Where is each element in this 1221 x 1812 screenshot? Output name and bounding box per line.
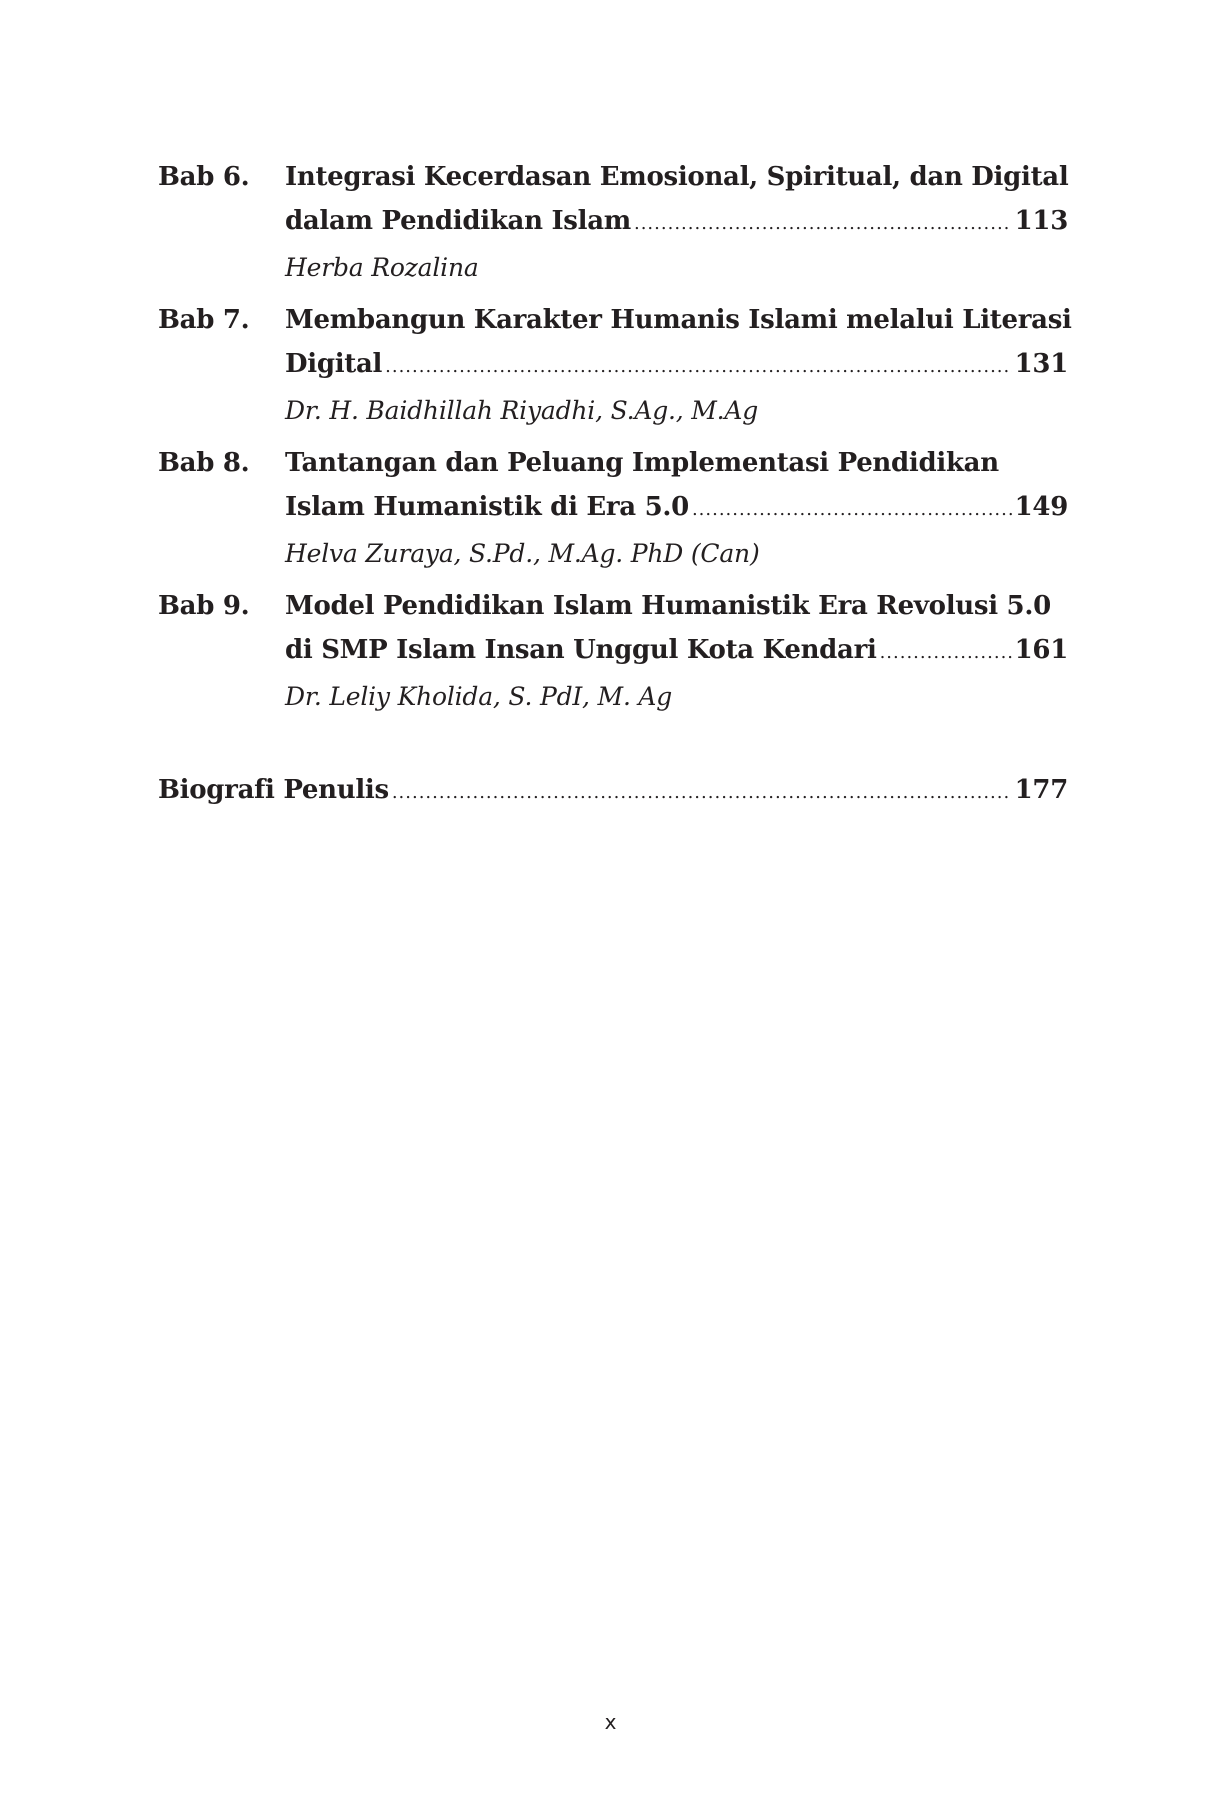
entry-body xyxy=(285,584,1068,719)
chapter-number: Bab 7. xyxy=(158,305,250,335)
toc-entry-bab-7[interactable] xyxy=(158,298,1072,433)
back-matter-title: Biografi Penulis xyxy=(158,775,389,805)
chapter-title-leader-line xyxy=(285,342,1068,389)
chapter-title-line-2: dalam Pendidikan Islam xyxy=(285,206,631,236)
chapter-author: Dr. Leliy Kholida, S. PdI, M. Ag xyxy=(285,682,673,711)
chapter-title-leader-line xyxy=(285,485,1068,532)
chapter-author: Helva Zuraya, S.Pd., M.Ag. PhD (Can) xyxy=(285,539,760,568)
entry-body xyxy=(285,298,1072,433)
page-number: 149 xyxy=(1014,492,1068,522)
entry-body xyxy=(285,441,1068,576)
chapter-title-line-2: Digital xyxy=(285,349,383,379)
page-number: 131 xyxy=(1014,349,1068,379)
page-number: 161 xyxy=(1014,635,1068,665)
table-of-contents xyxy=(158,155,1072,727)
chapter-author: Dr. H. Baidhillah Riyadhi, S.Ag., M.Ag xyxy=(285,396,759,425)
chapter-number: Bab 6. xyxy=(158,162,250,192)
chapter-title-line-1: Model Pendidikan Islam Humanistik Era Revolusi 5.0 xyxy=(285,591,1051,621)
toc-entry-bab-6[interactable] xyxy=(158,155,1068,290)
toc-entry-biografi-penulis[interactable] xyxy=(158,768,1068,815)
back-matter-leader-line xyxy=(158,768,1068,815)
chapter-title-leader-line xyxy=(285,628,1068,675)
entry-body xyxy=(285,155,1068,290)
toc-entry-bab-9[interactable] xyxy=(158,584,1068,719)
chapter-title-line-2: di SMP Islam Insan Unggul Kota Kendari xyxy=(285,635,877,665)
dot-leader xyxy=(385,345,1012,389)
page-number: 177 xyxy=(1014,775,1068,805)
chapter-title-line-2: Islam Humanistik di Era 5.0 xyxy=(285,492,689,522)
chapter-number: Bab 9. xyxy=(158,591,250,621)
toc-entry-bab-8[interactable] xyxy=(158,441,1068,576)
chapter-number: Bab 8. xyxy=(158,448,250,478)
chapter-title-line-1: Tantangan dan Peluang Implementasi Pendidikan xyxy=(285,448,999,478)
folio-page-number: x xyxy=(604,1710,617,1734)
page-number: 113 xyxy=(1014,206,1068,236)
chapter-title-line-1: Membangun Karakter Humanis Islami melalui Literasi xyxy=(285,305,1072,335)
dot-leader xyxy=(392,771,1012,815)
chapter-title-line-1: Integrasi Kecerdasan Emosional, Spiritual, dan Digital xyxy=(285,162,1069,192)
dot-leader xyxy=(880,631,1012,675)
dot-leader xyxy=(634,202,1012,246)
dot-leader xyxy=(692,488,1012,532)
chapter-title-leader-line xyxy=(285,199,1068,246)
chapter-author: Herba Rozalina xyxy=(285,253,479,282)
